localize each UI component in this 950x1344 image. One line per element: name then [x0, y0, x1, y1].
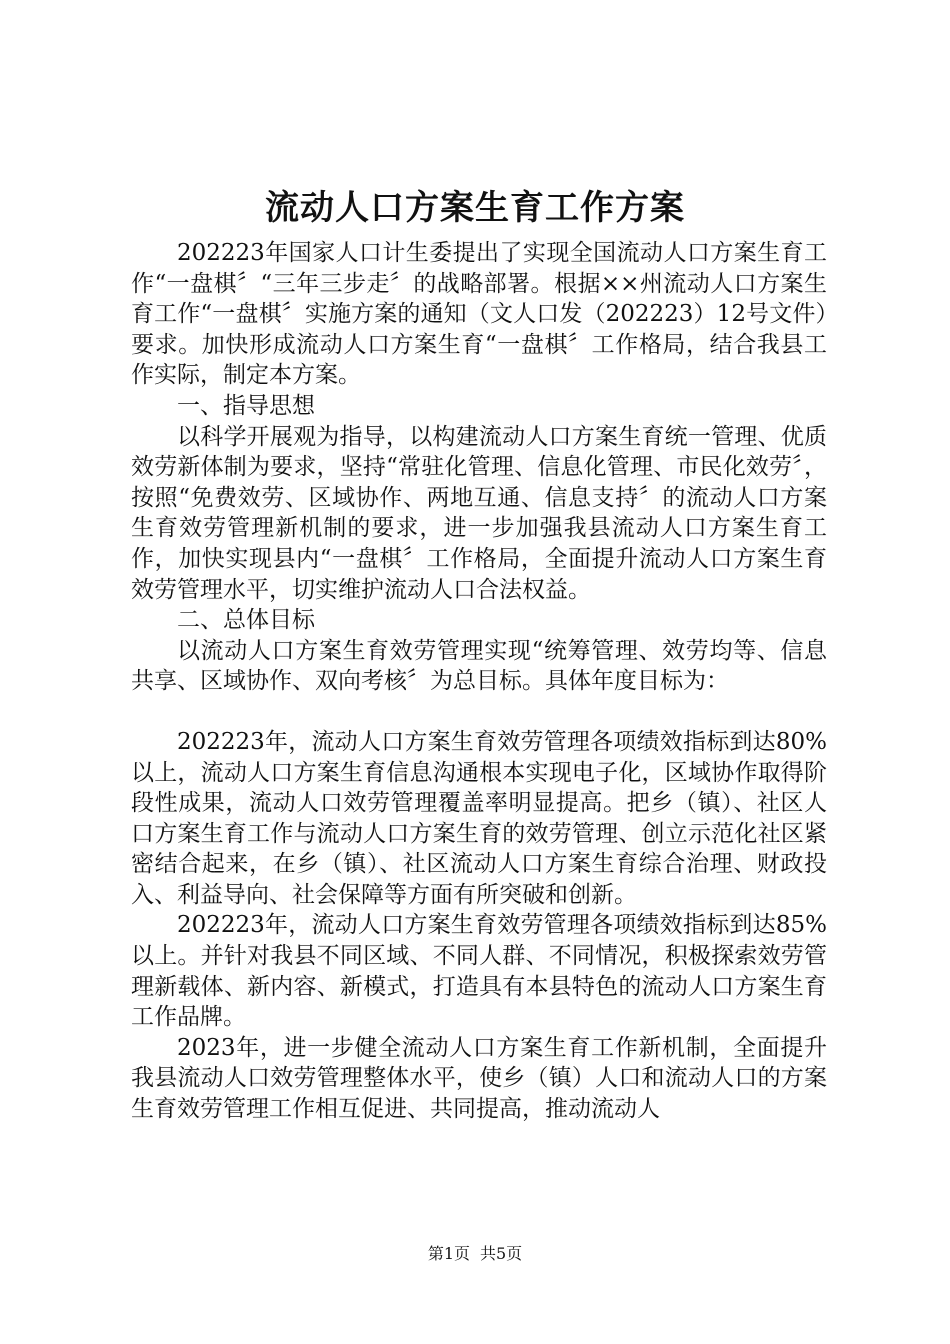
page-total: 共5页 — [480, 1244, 523, 1263]
section-heading-overall-goal: 二、总体目标 — [177, 607, 315, 634]
document-body — [131, 238, 827, 1125]
page-footer — [0, 1243, 950, 1265]
intro-paragraph: 202223年国家人口计生委提出了实现全国流动人口方案生育工作“一盘棋〞“三年三步走〞的战略部署。根据××州流动人口方案生育工作“一盘棋〞实施方案的通知（文人口发（202223）12号文件）要求。加快形成流动人口方案生育“一盘棋〞工作格局，结合我县工作实际，制定本方案。 — [131, 240, 827, 389]
guiding-ideology-paragraph: 以科学开展观为指导，以构建流动人口方案生育统一管理、优质效劳新体制为要求，坚持“常驻化管理、信息化管理、市民化效劳〞，按照“免费效劳、区域协作、两地互通、信息支持〞的流动人口方案生育效劳管理新机制的要求，进一步加强我县流动人口方案生育工作，加快实现县内“一盘棋〞工作格局，全面提升流动人口方案生育效劳管理水平，切实维护流动人口合法权益。 — [131, 423, 827, 603]
year-goal-paragraph-2: 202223年，流动人口方案生育效劳管理各项绩效指标到达85%以上。并针对我县不同区域、不同人群、不同情况，积极探索效劳管理新载体、新内容、新模式，打造具有本县特色的流动人口方案生育工作品牌。 — [131, 912, 827, 1031]
document-title: 流动人口方案生育工作方案 — [265, 188, 685, 228]
overall-goal-paragraph: 以流动人口方案生育效劳管理实现“统筹管理、效劳均等、信息共享、区域协作、双向考核〞为总目标。具体年度目标为： — [131, 637, 827, 695]
page-number: 第1页 — [427, 1244, 470, 1263]
year-goal-paragraph-1: 202223年，流动人口方案生育效劳管理各项绩效指标到达80%以上，流动人口方案生育信息沟通根本实现电子化，区域协作取得阶段性成果，流动人口效劳管理覆盖率明显提高。把乡（镇）、社区人口方案生育工作与流动人口方案生育的效劳管理、创立示范化社区紧密结合起来，在乡（镇）、社区流动人口方案生育综合治理、财政投入、利益导向、社会保障等方面有所突破和创新。 — [131, 728, 827, 908]
section-heading-guiding-ideology: 一、指导思想 — [177, 392, 315, 419]
year-goal-paragraph-3: 2023年，进一步健全流动人口方案生育工作新机制，全面提升我县流动人口效劳管理整体水平，使乡（镇）人口和流动人口的方案生育效劳管理工作相互促进、共同提高，推动流动人 — [131, 1034, 827, 1123]
